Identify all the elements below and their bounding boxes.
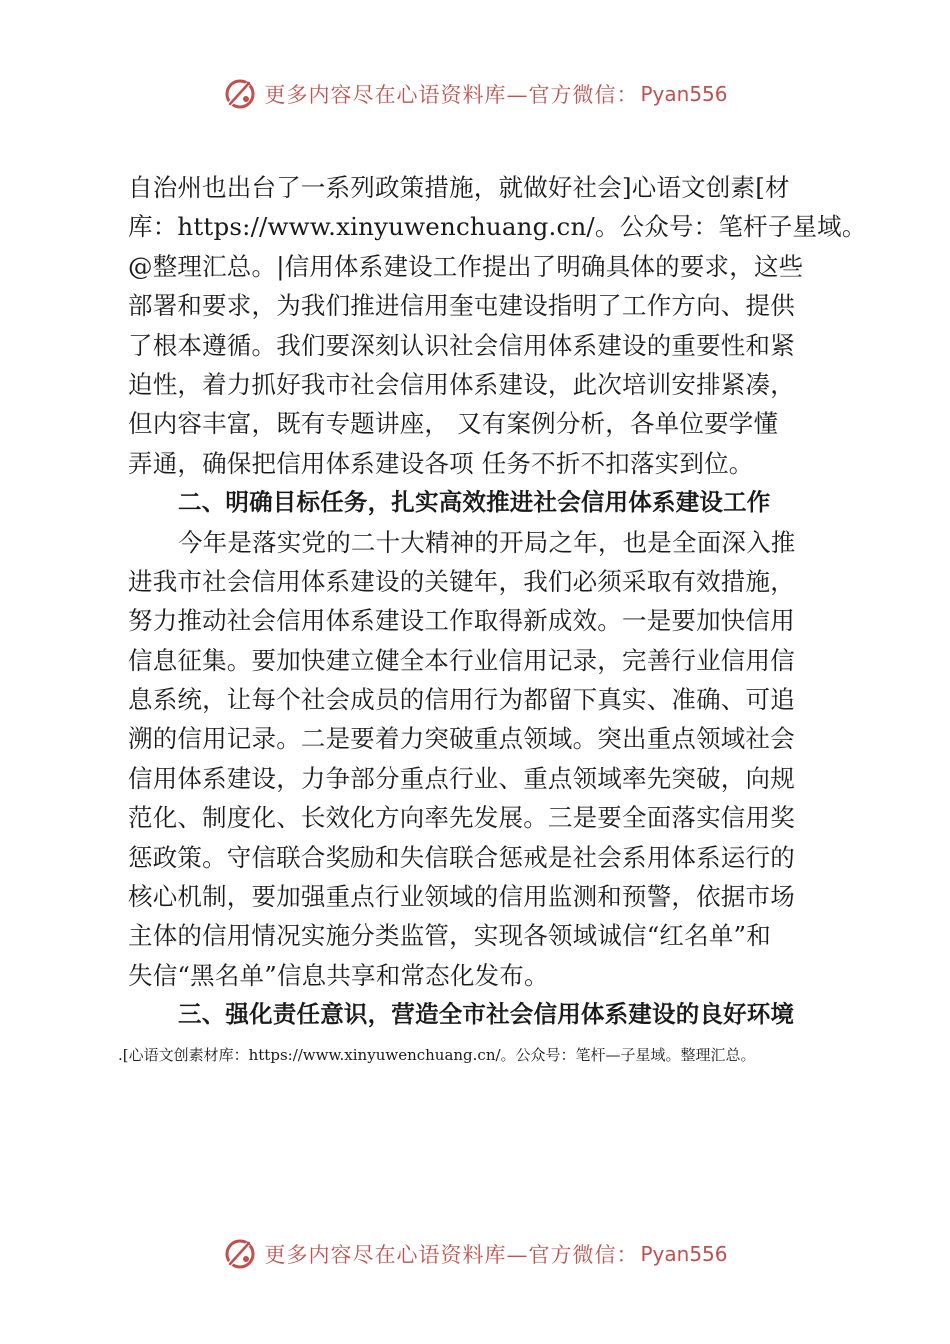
body-line: 主体的信用情况实施分类监管，实现各领域诚信“红名单”和 [128, 921, 771, 951]
body-line: 溯的信用记录。二是要着力突破重点领域。突出重点领域社会 [128, 724, 795, 754]
brush-logo-icon [222, 1236, 258, 1272]
body-line: 库：https://www.xinyuwenchuang.cn/。公众号：笔杆子星域。 [128, 212, 867, 242]
body-line: 今年是落实党的二十大精神的开局之年，也是全面深入推 [178, 527, 796, 557]
body-line: 核心机制，要加强重点行业领域的信用监测和预警，依据市场 [128, 882, 795, 912]
body-line: 迫性，着力抓好我市社会信用体系建设，此次培训安排紧凑， [128, 369, 795, 399]
body-line: 自治州也出台了一系列政策措施，就做好社会]心语文创素[材 [128, 173, 790, 202]
footnote: .[心语文创素材库：https://www.xinyuwenchuang.cn/。公众号：笔杆—子星域。整理汇总。 [118, 1046, 756, 1064]
body-line: 进我市社会信用体系建设的关键年，我们必须采取有效措施， [128, 566, 795, 596]
watermark-banner-bottom [0, 1232, 950, 1276]
body-line: 息系统，让每个社会成员的信用行为都留下真实、准确、可追 [128, 685, 795, 715]
watermark-wechat-id: Pyan556 [640, 1242, 728, 1266]
watermark-text: 更多内容尽在心语资料库—官方微信： [264, 83, 639, 107]
body-line: 惩政策。守信联合奖励和失信联合惩戒是社会系用体系运行的 [128, 842, 795, 872]
body-line: 信息征集。要加快建立健全本行业信用记录，完善行业信用信 [128, 645, 795, 675]
body-line: 部署和要求，为我们推进信用奎屯建设指明了工作方向、提供 [128, 291, 795, 321]
section-heading-3: 三、强化责任意识，营造全市社会信用体系建设的良好环境 [178, 1000, 795, 1029]
section-heading-2: 二、明确目标任务，扎实高效推进社会信用体系建设工作 [178, 488, 771, 517]
body-line: 努力推动社会信用体系建设工作取得新成效。一是要加快信用 [128, 606, 795, 636]
watermark-banner-top [0, 72, 950, 116]
body-line: 了根本遵循。我们要深刻认识社会信用体系建设的重要性和紧 [128, 330, 795, 360]
watermark-wechat-id: Pyan556 [640, 82, 728, 106]
brush-logo-icon [222, 76, 258, 112]
document-body [128, 168, 867, 1035]
body-line: 失信“黑名单”信息共享和常态化发布。 [128, 960, 549, 990]
body-line: 信用体系建设，力争部分重点行业、重点领域率先突破，向规 [128, 763, 795, 793]
body-line: 弄通，确保把信用体系建设各项 任务不折不扣落实到位。 [128, 448, 754, 478]
watermark-text: 更多内容尽在心语资料库—官方微信： [264, 1243, 639, 1267]
body-line: 但内容丰富，既有专题讲座， 又有案例分析，各单位要学懂 [128, 409, 779, 439]
body-line: @整理汇总。|信用体系建设工作提出了明确具体的要求，这些 [128, 251, 804, 281]
body-line: 范化、制度化、长效化方向率先发展。三是要全面落实信用奖 [128, 803, 795, 833]
